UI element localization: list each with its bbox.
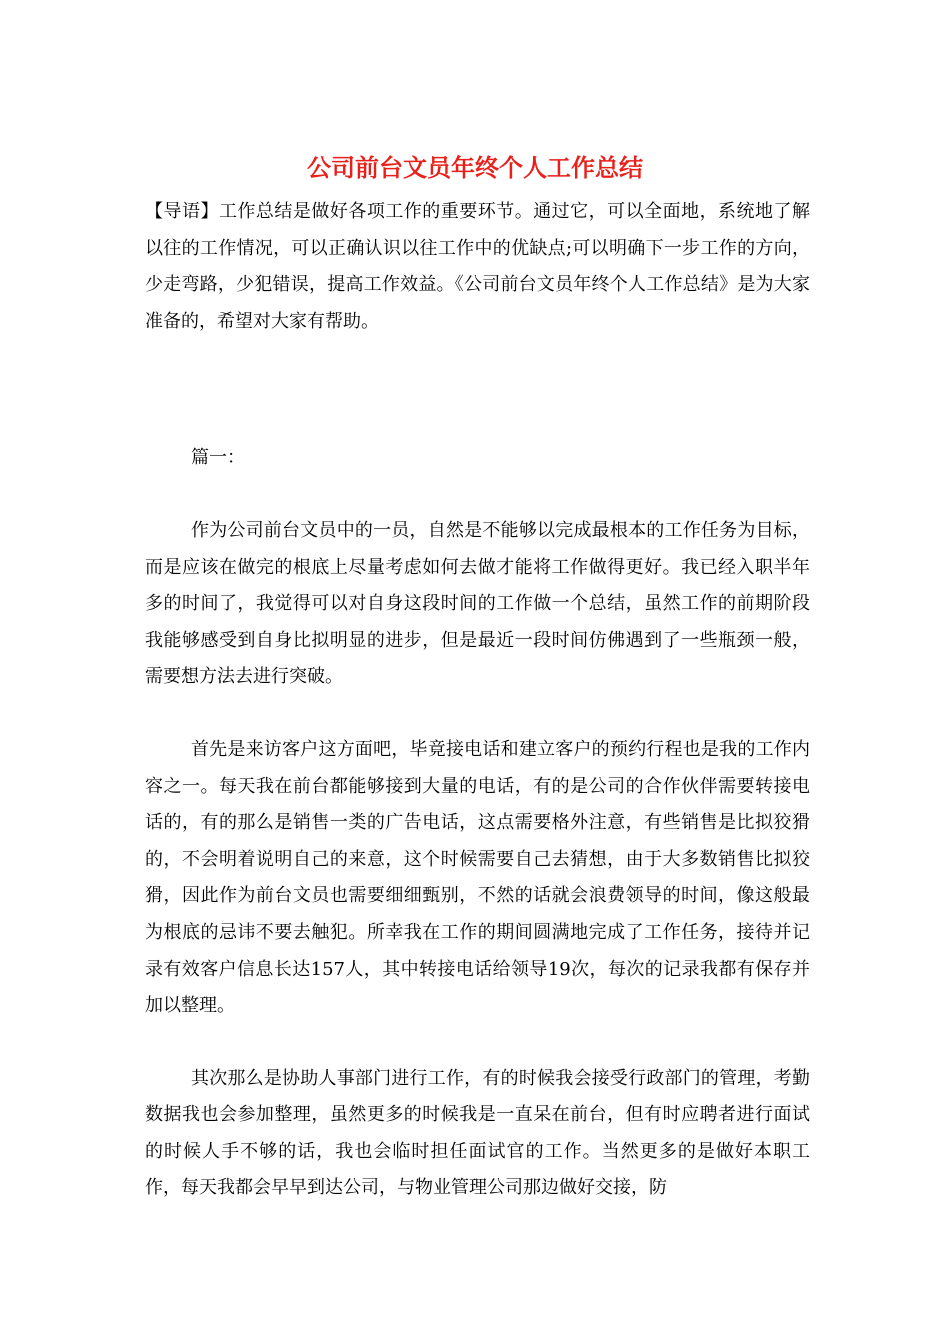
- intro-paragraph: 【导语】工作总结是做好各项工作的重要环节。通过它，可以全面地，系统地了解以往的工作情况，可以正确认识以往工作中的优缺点;可以明确下一步工作的方向，少走弯路，少犯错误，提高工作效益。《公司前台文员年终个人工作总结》是为大家准备的，希望对大家有帮助。: [145, 201, 810, 332]
- spacer: [145, 340, 810, 440]
- document-body: [145, 194, 810, 1207]
- body-paragraph: 首先是来访客户这方面吧，毕竟接电话和建立客户的预约行程也是我的工作内容之一。每天我在前台都能够接到大量的电话，有的是公司的合作伙伴需要转接电话的，有的那么是销售一类的广告电话，这点需要格外注意，有些销售是比拟狡猾的，不会明着说明自己的来意，这个时候需要自己去猜想，由于大多数销售比拟狡猾，因此作为前台文员也需要细细甄别，不然的话就会浪费领导的时间，像这般最为根底的忌讳不要去触犯。所幸我在工作的期间圆满地完成了工作任务，接待并记录有效客户信息长达157人，其中转接电话给领导19次，每次的记录我都有保存并加以整理。: [145, 738, 810, 1017]
- body-paragraph: 其次那么是协助人事部门进行工作，有的时候我会接受行政部门的管理，考勤数据我也会参加整理，虽然更多的时候我是一直呆在前台，但有时应聘者进行面试的时候人手不够的话，我也会临时担任面试官的工作。当然更多的是做好本职工作，每天我都会早早到达公司，与物业管理公司那边做好交接，防: [145, 1067, 810, 1199]
- body-paragraph: 作为公司前台文员中的一员，自然是不能够以完成最根本的工作任务为目标，而是应该在做完的根底上尽量考虑如何去做才能将工作做得更好。我已经入职半年多的时间了，我觉得可以对自身这段时间的工作做一个总结，虽然工作的前期阶段我能够感受到自身比拟明显的进步，但是最近一段时间仿佛遇到了一些瓶颈一般，需要想方法去进行突破。: [145, 519, 810, 688]
- section-heading: 篇一：: [191, 447, 245, 469]
- spacer: [145, 477, 810, 513]
- spacer: [145, 696, 810, 732]
- spacer: [145, 1025, 810, 1061]
- document-title: 公司前台文员年终个人工作总结: [307, 153, 643, 182]
